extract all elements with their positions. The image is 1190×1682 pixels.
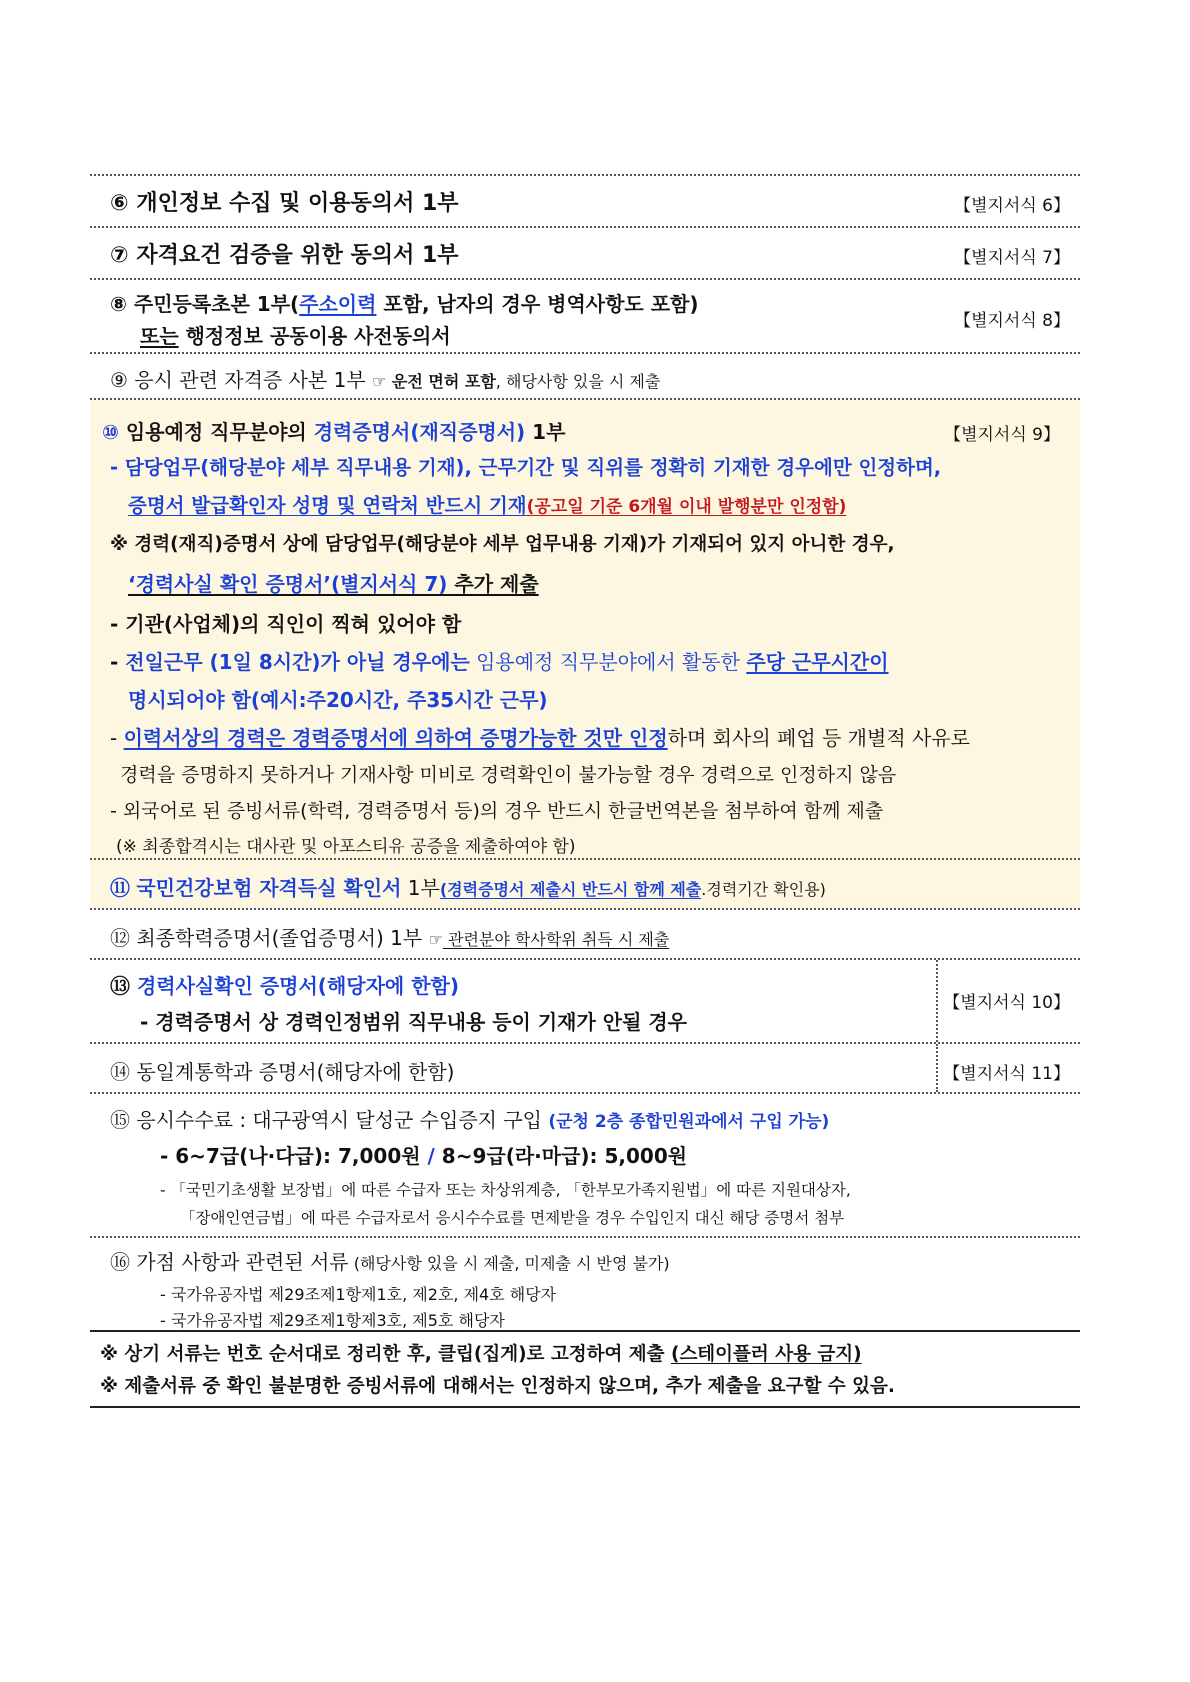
item-number: ⑯ <box>110 1250 130 1274</box>
item-15: ⑮ 응시수수료 : 대구광역시 달성군 수입증지 구입 (군청 2층 종합민원과에서 구입 가능) - 6~7급(나·다급): 7,000원 / 8~9급(라·마급): 5,000원 - 「국민기초생활 보장법」에 따른 수급자 또는 차상위계층, 「한부모가족지원법」에 따른 지원대상자, 「장애인연금법」에 따른 수급자로서 응시수수료를 면제받을 경우 수입인지 대신 해당 증명서 첨부 <box>90 1092 1080 1236</box>
item-text: 개인정보 수집 및 이용동의서 1부 <box>136 191 459 216</box>
item-9: ⑨ 응시 관련 자격증 사본 1부 ☞ 운전 면허 포함, 해당사항 있을 시 제출 <box>90 352 1080 398</box>
item-text: 자격요건 검증을 위한 동의서 1부 <box>136 243 459 268</box>
pointing-hand-icon: ☞ <box>372 372 387 391</box>
form-tag: 【별지서식 10】 <box>943 993 1070 1013</box>
item-number: ⑩ <box>102 420 119 444</box>
form-tag: 【별지서식 8】 <box>954 311 1070 331</box>
form-tag: 【별지서식 7】 <box>954 248 1070 268</box>
item-number: ⑦ <box>110 243 129 268</box>
item-number: ⑮ <box>110 1108 130 1132</box>
item-16: ⑯ 가점 사항과 관련된 서류 (해당사항 있을 시 제출, 미제출 시 반영 불가) - 국가유공자법 제29조제1항제1호, 제2호, 제4호 해당자 - 국가유공자법 제29조제1항제3호, 제5호 해당자 <box>90 1236 1080 1332</box>
item-10: ⑩ 임용예정 직무분야의 경력증명서(재직증명서) 1부 【별지서식 9】 - 담당업무(해당분야 세부 직무내용 기재), 근무기간 및 직위를 정확히 기재한 경우에만 인정하며, 증명서 발급확인자 성명 및 연락처 반드시 기재(공고일 기준 6개월 이내 발행분만 인정함) ※ 경력(재직)증명서 상에 담당업무(해당분야 세부 업무내용 기재)가 기재되어 있지 아니한 경우, ‘경력사실 확인 증명서’(별지서식 7) 추가 제출 - 기관(사업체)의 직인이 찍혀 있어야 함 - 전일근무 (1일 8시간)가 아닐 경우에는 임용예정 직무분야에서 활동한 주당 근무시간이 명시되어야 함(예시:주20시간, 주35시간 근무) - 이력서상의 경력은 경력증명서에 의하여 증명가능한 것만 인정하며 회사의 폐업 등 개별적 사유로 경력을 증명하지 못하거나 기재사항 미비로 경력확인이 불가능할 경우 경력으로 인정하지 않음 - 외국어로 된 증빙서류(학력, 경력증명서 등)의 경우 반드시 한글번역본을 첨부하여 함께 제출 (※ 최종합격시는 대사관 및 아포스티유 공증을 제출하여야 함) <box>90 398 1080 858</box>
address-history-text: 주소이력 <box>299 292 377 316</box>
item-number: ⑭ <box>110 1060 130 1084</box>
form-tag: 【별지서식 11】 <box>943 1064 1070 1084</box>
document-body <box>90 174 1080 1408</box>
item-8: ⑧ 주민등록초본 1부(주소이력 포함, 남자의 경우 병역사항도 포함) 또는 행정정보 공동이용 사전동의서 【별지서식 8】 <box>90 278 1080 352</box>
item-number: ⑨ <box>110 368 128 392</box>
item-number: ⑫ <box>110 926 130 950</box>
item-6 <box>90 174 1080 226</box>
item-14: ⑭ 동일계통학과 증명서(해당자에 한함) 【별지서식 11】 <box>90 1042 1080 1092</box>
item-number: ⑥ <box>110 191 129 216</box>
item-7 <box>90 226 1080 278</box>
item-12: ⑫ 최종학력증명서(졸업증명서) 1부 ☞ 관련분야 학사학위 취득 시 제출 <box>90 908 1080 958</box>
form-tag: 【별지서식 9】 <box>944 425 1060 445</box>
pointing-hand-icon: ☞ <box>428 930 443 949</box>
item-number: ⑧ <box>110 292 127 316</box>
item-number: ⑬ <box>110 974 130 998</box>
item-13: ⑬ 경력사실확인 증명서(해당자에 한함) - 경력증명서 상 경력인정범위 직무내용 등이 기재가 안될 경우 【별지서식 10】 <box>90 958 1080 1042</box>
item-11: ⑪ 국민건강보험 자격득실 확인서 1부(경력증명서 제출시 반드시 함께 제출.경력기간 확인용) <box>90 858 1080 908</box>
form-tag: 【별지서식 6】 <box>954 196 1070 216</box>
item-number: ⑪ <box>110 876 130 900</box>
footer-notes: ※ 상기 서류는 번호 순서대로 정리한 후, 클립(집게)로 고정하여 제출 (스테이플러 사용 금지) ※ 제출서류 중 확인 불분명한 증빙서류에 대해서는 인정하지 않으며, 추가 제출을 요구할 수 있음. <box>90 1332 1080 1408</box>
